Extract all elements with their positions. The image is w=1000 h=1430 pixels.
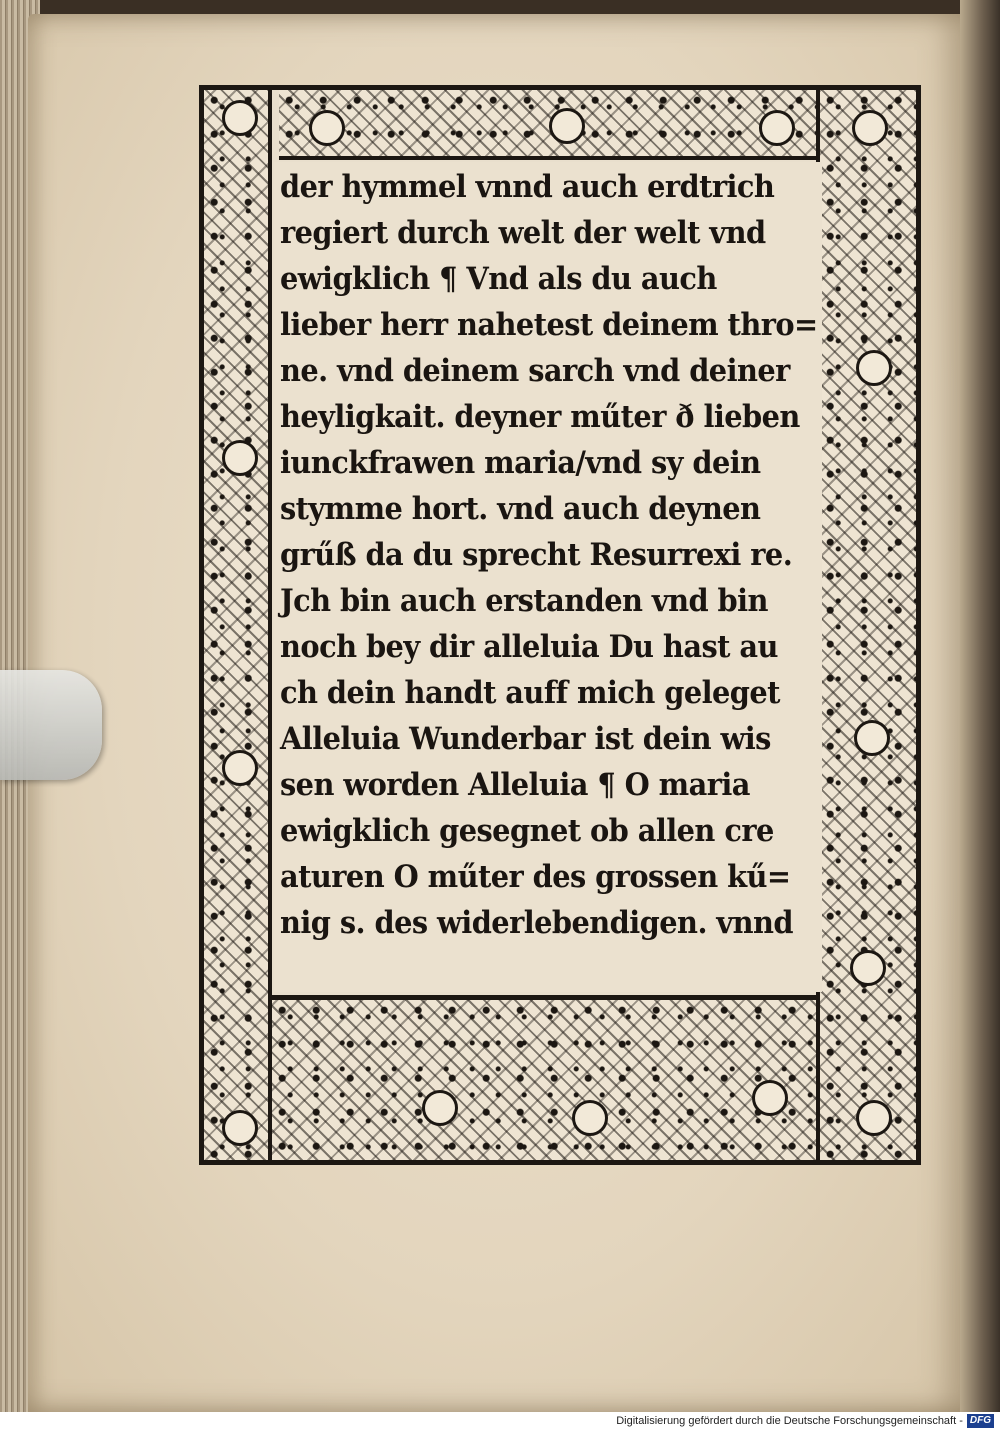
text-line: ewigklich ¶ Vnd als du auch [280, 261, 717, 297]
text-line: noch bey dir alleluia Du hast au [280, 629, 778, 665]
text-line: grűß da du sprecht Resurrexi re. [280, 537, 793, 573]
page-clip [0, 670, 102, 780]
text-line: nig s. des widerlebendigen. vnnd [280, 905, 794, 941]
flower-ornament [222, 1110, 258, 1146]
text-line: ne. vnd deinem sarch vnd deiner [280, 353, 790, 389]
bottom-ornament-border [272, 995, 816, 1160]
text-line: lieber herr nahetest deinem thro= [280, 307, 818, 343]
flower-ornament [549, 108, 585, 144]
flower-ornament [854, 720, 890, 756]
text-line: iunckfrawen maria/vnd sy dein [280, 445, 761, 481]
top-ornament-border [279, 90, 824, 160]
flower-ornament [572, 1100, 608, 1136]
flower-ornament [222, 750, 258, 786]
text-line: ch dein handt auff mich geleget [280, 675, 780, 711]
text-line: Jch bin auch erstanden vnd bin [280, 583, 768, 619]
flower-ornament [856, 1100, 892, 1136]
blackletter-text-block [274, 162, 822, 992]
left-ornament-border [204, 90, 272, 1160]
flower-ornament [850, 950, 886, 986]
text-line: heyligkait. deyner műter ð lieben [280, 399, 800, 435]
funding-credit: Digitalisierung gefördert durch die Deutsche Forschungsgemeinschaft - [616, 1415, 963, 1427]
text-line: der hymmel vnnd auch erdtrich [280, 169, 775, 205]
flower-ornament [309, 110, 345, 146]
flower-ornament [422, 1090, 458, 1126]
flower-ornament [752, 1080, 788, 1116]
flower-ornament [222, 100, 258, 136]
dfg-logo: DFG [967, 1414, 994, 1428]
woodcut-frame [199, 85, 921, 1165]
flower-ornament [759, 110, 795, 146]
book-gutter [960, 0, 1000, 1412]
flower-ornament [856, 350, 892, 386]
text-line: ewigklich gesegnet ob allen cre [280, 813, 774, 849]
text-line: aturen O műter des grossen kű= [280, 859, 791, 895]
text-line: regiert durch welt der welt vnd [280, 215, 766, 251]
footer-credit-bar [0, 1412, 1000, 1430]
right-ornament-border [816, 90, 916, 1160]
flower-ornament [852, 110, 888, 146]
text-line: stymme hort. vnd auch deynen [280, 491, 761, 527]
flower-ornament [222, 440, 258, 476]
text-line: Alleluia Wunderbar ist dein wis [280, 721, 771, 757]
text-line: sen worden Alleluia ¶ O maria [280, 767, 750, 803]
